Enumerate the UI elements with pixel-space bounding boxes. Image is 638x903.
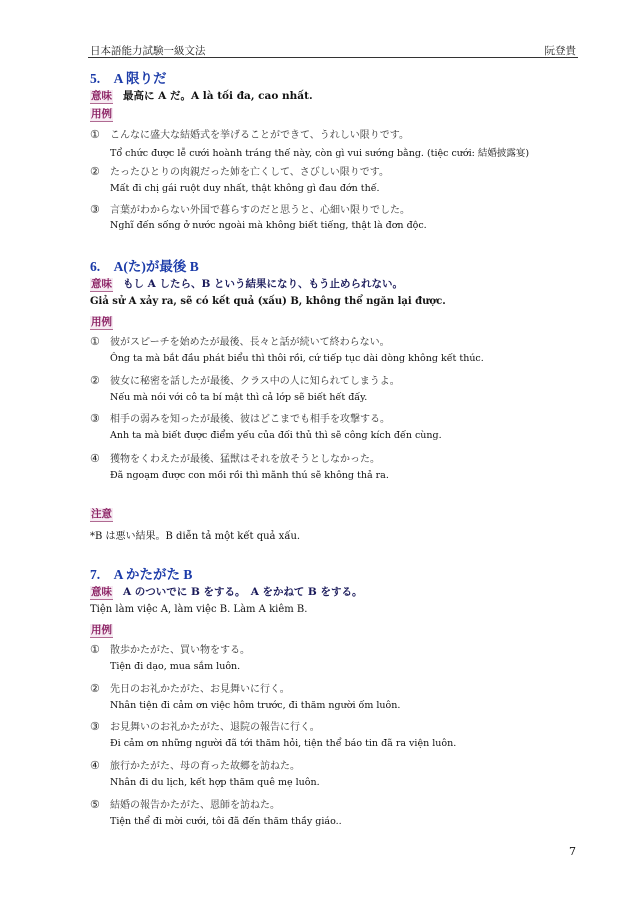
example-vietnamese: Nhân đi du lịch, kết hợp thăm quê mẹ luôn.	[110, 777, 320, 788]
meaning-text: もし A したら、B という結果になり、もう止められない。	[123, 278, 403, 290]
meaning-tag: 意味	[91, 90, 112, 102]
example-number: ②	[90, 682, 100, 695]
example-japanese: 相手の弱みを知ったが最後、彼はどこまでも相手を攻撃する。	[110, 414, 390, 425]
example-japanese: 言葉がわからない外国で暮らすのだと思うと、心細い限りでした。	[110, 205, 410, 216]
example-number: ③	[90, 203, 100, 216]
example-number: ①	[90, 643, 100, 656]
section-6-meaning	[90, 276, 403, 292]
page-number: 7	[569, 845, 576, 858]
section-5-title: 5. A 限りだ	[90, 71, 167, 86]
example-jp	[90, 410, 390, 425]
example-vietnamese: Tiện đi dạo, mua sắm luôn.	[110, 661, 241, 672]
section-5-meaning	[90, 88, 313, 104]
header-author: 阮登貴	[544, 45, 576, 57]
example-vietnamese: Tiện thể đi mời cưới, tôi đã đến thăm thầy giáo..	[110, 816, 342, 827]
example-vietnamese: Mất đi chị gái ruột duy nhất, thật không gì đau đớn thế.	[110, 183, 380, 194]
example-japanese: 旅行かたがた、母の育った故郷を訪ねた。	[110, 761, 300, 772]
header-title: 日本語能力試験一級文法	[90, 45, 206, 57]
example-jp	[90, 333, 390, 348]
section-6-title: 6. A(た)が最後 B	[90, 259, 199, 274]
example-japanese: こんなに盛大な結婚式を挙げることができて、うれしい限りです。	[110, 130, 409, 141]
example-number: ④	[90, 759, 100, 772]
meaning-text: 最高に A だ。A là tối đa, cao nhất.	[123, 90, 313, 102]
example-japanese: お見舞いのお礼かたがた、退院の報告に行く。	[110, 722, 320, 733]
example-vietnamese: Anh ta mà biết được điểm yếu của đối thủ thì sẽ công kích đến cùng.	[110, 430, 442, 441]
section-7-examples-label	[90, 624, 113, 638]
example-number: ④	[90, 452, 100, 465]
example-jp	[90, 126, 409, 141]
example-japanese: 先日のお礼かたがた、お見舞いに行く。	[110, 684, 290, 695]
examples-tag: 用例	[91, 108, 112, 120]
meaning-vietnamese: Tiện làm việc A, làm việc B. Làm A kiêm B.	[90, 604, 308, 615]
example-number: ②	[90, 374, 100, 387]
example-number: ⑤	[90, 798, 100, 811]
example-vietnamese: Tổ chức được lễ cưới hoành tráng thế này, còn gì vui sướng bằng. (tiệc cưới: 結婚披露宴)	[110, 148, 530, 159]
example-number: ②	[90, 165, 100, 178]
example-vietnamese: Nghĩ đến sống ở nước ngoài mà không biết tiếng, thật là đơn độc.	[110, 220, 427, 231]
example-japanese: 結婚の報告かたがた、恩師を訪ねた。	[110, 800, 280, 811]
example-jp	[90, 201, 410, 216]
example-jp	[90, 450, 380, 465]
example-number: ③	[90, 720, 100, 733]
section-5-examples-label	[90, 108, 113, 122]
example-jp	[90, 757, 300, 772]
examples-tag: 用例	[91, 624, 112, 636]
examples-tag: 用例	[91, 316, 112, 328]
example-japanese: 散歩かたがた、買い物をする。	[110, 645, 250, 656]
example-japanese: 彼がスピーチを始めたが最後、長々と話が続いて終わらない。	[110, 337, 390, 348]
section-6-examples-label	[90, 316, 113, 330]
example-japanese: 彼女に秘密を話したが最後、クラス中の人に知られてしまうよ。	[110, 376, 400, 387]
example-jp	[90, 718, 320, 733]
header-rule	[88, 57, 578, 58]
example-jp	[90, 680, 290, 695]
example-vietnamese: Nếu mà nói với cô ta bí mật thì cả lớp sẽ biết hết đấy.	[110, 392, 368, 403]
section-6-note-label	[90, 508, 113, 522]
meaning-vietnamese: Giả sử A xảy ra, sẽ có kết quả (xấu) B, không thể ngăn lại được.	[90, 296, 446, 307]
example-japanese: たったひとりの肉親だった姉を亡くして、さびしい限りです。	[110, 167, 389, 178]
example-jp	[90, 372, 400, 387]
example-vietnamese: Ông ta mà bắt đầu phát biểu thì thôi rồi, cứ tiếp tục dài dòng không kết thúc.	[110, 353, 484, 364]
note-tag: 注意	[91, 508, 112, 520]
meaning-tag: 意味	[91, 586, 112, 598]
meaning-tag: 意味	[91, 278, 112, 290]
example-number: ③	[90, 412, 100, 425]
section-7-title: 7. A かたがた B	[90, 567, 193, 582]
example-number: ①	[90, 335, 100, 348]
example-japanese: 獲物をくわえたが最後、猛獣はそれを放そうとしなかった。	[110, 454, 380, 465]
note-text: *B は悪い結果。B diễn tả một kết quả xấu.	[90, 531, 301, 542]
example-jp	[90, 641, 250, 656]
example-jp	[90, 796, 280, 811]
example-vietnamese: Nhân tiện đi cảm ơn việc hôm trước, đi thăm người ốm luôn.	[110, 700, 401, 711]
example-jp	[90, 163, 389, 178]
meaning-text: A のついでに B をする。 A をかねて B をする。	[123, 586, 363, 598]
example-vietnamese: Đi cảm ơn những người đã tới thăm hỏi, tiện thể báo tin đã ra viện luôn.	[110, 738, 457, 749]
example-vietnamese: Đã ngoạm được con mồi rồi thì mãnh thú sẽ không thả ra.	[110, 470, 389, 481]
example-number: ①	[90, 128, 100, 141]
section-7-meaning	[90, 584, 362, 600]
